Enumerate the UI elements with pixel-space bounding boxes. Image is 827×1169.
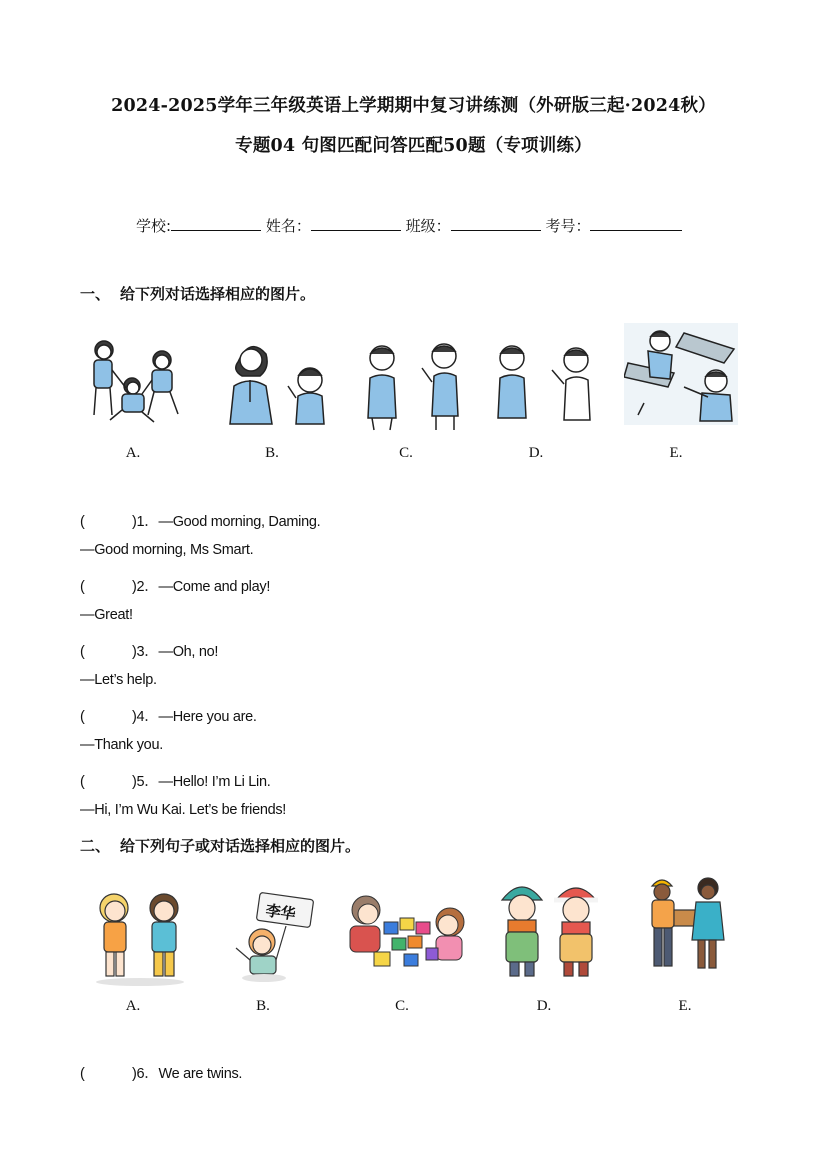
question-5-text: )5．—Hello! I’m Li Lin. <box>132 774 271 790</box>
picture-d-winter-kids <box>494 874 606 980</box>
class-blank[interactable] <box>451 216 541 231</box>
section-2-number: 二、 <box>80 837 111 855</box>
picture-e-classroom <box>624 323 738 425</box>
answer-blank-6[interactable]: ( <box>80 1066 85 1082</box>
option-c-label: C. <box>399 445 413 461</box>
picture-b-teacher-and-boy <box>220 332 335 432</box>
option2-d-label: D. <box>536 998 552 1014</box>
question-3 <box>80 640 218 661</box>
question-5 <box>80 770 270 791</box>
question-3-text: )3．—Oh, no! <box>132 644 219 660</box>
answer-blank-1[interactable]: ( <box>80 514 85 530</box>
option2-b-label: B. <box>256 998 270 1014</box>
answer-blank-4[interactable]: ( <box>80 709 85 725</box>
picture-c-two-boys <box>358 338 470 433</box>
section-2-heading <box>80 835 360 856</box>
class-label: 班级： <box>405 217 451 235</box>
option-e-label: E. <box>669 445 683 461</box>
picture-e-handing-box <box>646 874 726 978</box>
answer-line-1: —Good morning, Ms Smart. <box>80 542 254 558</box>
question-2 <box>80 575 270 596</box>
question-1-text: )1．—Good morning, Daming. <box>132 514 321 530</box>
question-6 <box>80 1062 242 1083</box>
answer-line-2: —Great! <box>80 607 133 623</box>
question-6-text: )6．We are twins. <box>132 1066 243 1082</box>
title-line-2: 专题04 句图匹配问答匹配50题（专项训练） <box>235 136 592 156</box>
exam-no-blank[interactable] <box>590 216 682 231</box>
school-blank[interactable] <box>171 216 261 231</box>
section-1-heading <box>80 283 315 304</box>
name-label: 姓名： <box>265 217 311 235</box>
answer-line-4: —Thank you. <box>80 737 163 753</box>
section-2-instruction: 给下列句子或对话选择相应的图片。 <box>120 837 361 855</box>
picture-c-puzzle <box>344 892 472 978</box>
sign-text: 李华 <box>264 901 297 924</box>
answer-blank-3[interactable]: ( <box>80 644 85 660</box>
option-a-label: A. <box>125 445 141 461</box>
name-blank[interactable] <box>311 216 401 231</box>
picture-d-two-boys-friends <box>490 338 600 433</box>
option-b-label: B. <box>265 445 279 461</box>
question-4 <box>80 705 257 726</box>
answer-line-5: —Hi, I’m Wu Kai. Let’s be friends! <box>80 802 287 818</box>
question-1 <box>80 510 320 531</box>
answer-line-3: —Let’s help. <box>80 672 157 688</box>
picture-a-twins <box>90 886 190 990</box>
picture-b-name-sign <box>226 892 316 984</box>
school-label: 学校: <box>136 217 172 235</box>
title-line-1: 2024-2025学年三年级英语上学期期中复习讲练测（外研版三起·2024秋） <box>111 96 716 116</box>
option-d-label: D. <box>528 445 544 461</box>
student-info-line <box>136 215 682 236</box>
exam-no-label: 考号： <box>545 217 591 235</box>
option2-e-label: E. <box>678 998 692 1014</box>
answer-blank-2[interactable]: ( <box>80 579 85 595</box>
option2-a-label: A. <box>125 998 141 1014</box>
question-2-text: )2．—Come and play! <box>132 579 271 595</box>
section-1-number: 一、 <box>80 285 111 303</box>
section-1-instruction: 给下列对话选择相应的图片。 <box>120 285 316 303</box>
option2-c-label: C. <box>395 998 409 1014</box>
question-4-text: )4．—Here you are. <box>132 709 257 725</box>
answer-blank-5[interactable]: ( <box>80 774 85 790</box>
picture-a-helping-girl <box>82 330 194 430</box>
